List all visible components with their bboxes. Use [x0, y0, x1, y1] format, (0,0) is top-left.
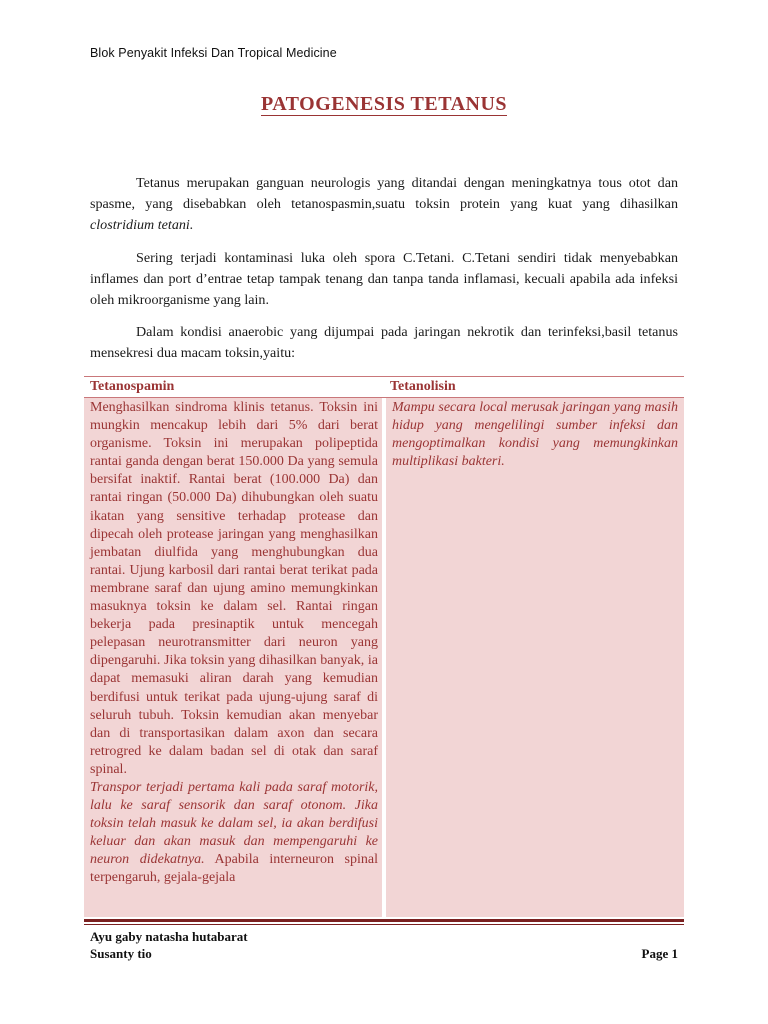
- document-title-text: PATOGENESIS TETANUS: [260, 93, 508, 115]
- paragraph-intro-italic: clostridium tetani.: [90, 217, 194, 233]
- tetanolisin-description: Mampu secara local merusak jaringan yang masih hidup yang mengelilingi sumber infeksi dan mengoptimalkan kondisi yang memungkinkan multiplikasi bakteri.: [392, 400, 678, 470]
- page-number: Page 1: [641, 946, 678, 961]
- tetanospamin-tail-text: Apabila interneuron spinal terpengaruh, gejala-gejala: [90, 852, 378, 886]
- paragraph-intro: [90, 173, 678, 236]
- paragraph-intro-text: Tetanus merupakan ganguan neurologis yang ditandai dengan meningkatnya tous otot dan spasme, yang disebabkan oleh tetanospasmin,suatu toksin protein yang kuat yang dihasilkan: [90, 175, 678, 212]
- footer-rule-thick: [84, 919, 684, 922]
- footer-author-1: Ayu gaby natasha hutabarat: [90, 929, 248, 944]
- table-header-tetanolisin: Tetanolisin: [390, 379, 456, 394]
- table-cell-tetanospamin: [84, 398, 382, 917]
- document-title: [0, 93, 768, 116]
- table-cell-tetanolisin: [386, 398, 684, 917]
- footer-author-2: Susanty tio: [90, 946, 152, 961]
- tetanospamin-description: [90, 399, 378, 888]
- tetanospamin-main-text: Menghasilkan sindroma klinis tetanus. Toksin ini mungkin mencakup lebih dari 5% dari berat organisme. Toksin ini merupakan polipeptida rantai ganda dengan berat 150.000 Da yang semula bersifat inaktif. Rantai berat (100.000 Da) dan rantai ringan (50.000 Da) dihubungkan oleh suatu ikatan yang sensitive terhadap protease dan dipecah oleh protease jaringan yang menghasilkan jembatan diulfida yang menghubungkan dua rantai. Ujung karbosil dari rantai berat terikat pada membrane saraf dan ujung amino memungkinkan masuknya toksin ke dalam sel. Rantai ringan bekerja pada presinaptik untuk mencegah pelepasan neurotransmitter dari neuron yang dipengaruhi. Jika toksin yang dihasilkan banyak, ia dapat memasuki aliran darah yang kemudian berdifusi untuk terikat pada ujung-ujung saraf di seluruh tubuh. Toksin kemudian akan menyebar dan di transportasikan dalam axon dan secara retrogred ke dalam badan sel di otak dan saraf spinal.: [90, 400, 378, 777]
- table-header-tetanospamin: Tetanospamin: [90, 379, 175, 394]
- tetanospamin-italic-text: Transpor terjadi pertama kali pada saraf motorik, lalu ke saraf sensorik dan saraf otonom. Jika toksin telah masuk ke dalam sel, ia akan berdifusi keluar dan akan masuk dan mempengaruhi ke neuron didekatnya.: [90, 779, 378, 868]
- paragraph-contamination: Sering terjadi kontaminasi luka oleh spora C.Tetani. C.Tetani sendiri tidak menyebabkan inflames dan port d’entrae tetap tampak tenang dan tanpa tanda inflamasi, kecuali apabila ada infeksi oleh mikroorganisme yang lain.: [90, 250, 678, 308]
- footer-rule-thin: [84, 924, 684, 925]
- table-header-row: [84, 377, 684, 398]
- paragraph-toxins: Dalam kondisi anaerobic yang dijumpai pada jaringan nekrotik dan terinfeksi,basil tetanus mensekresi dua macam toksin,yaitu:: [90, 324, 678, 361]
- toxin-table: [84, 376, 684, 917]
- running-header: Blok Penyakit Infeksi Dan Tropical Medicine: [90, 46, 337, 60]
